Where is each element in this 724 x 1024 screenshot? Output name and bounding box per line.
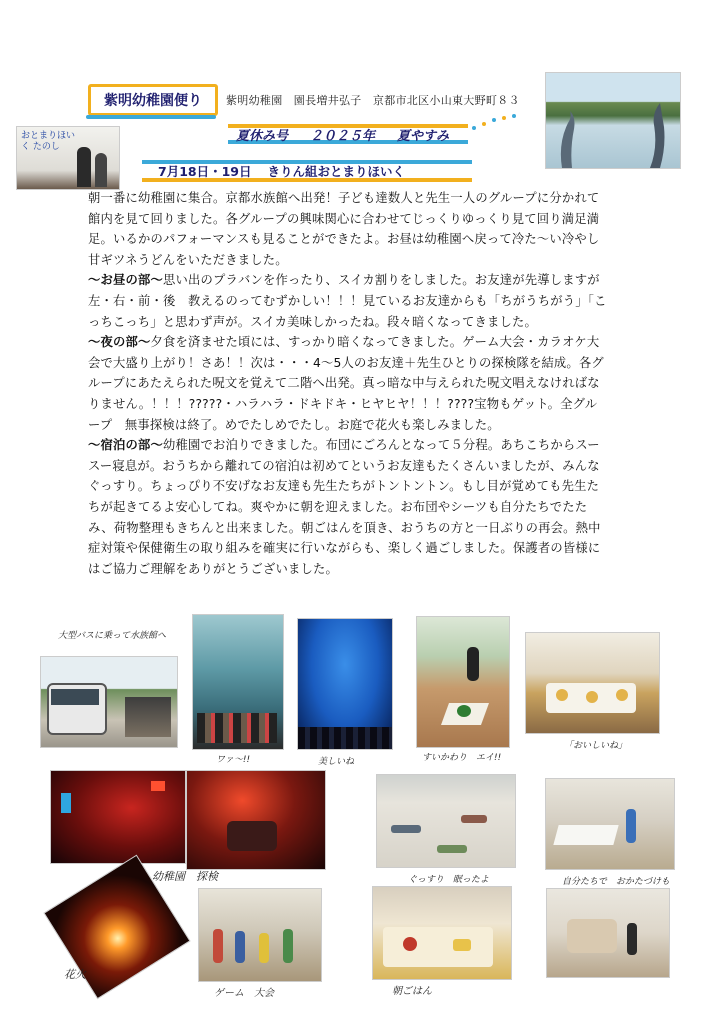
event-date: 7月18日・19日 xyxy=(158,164,252,179)
section-heading-sleepover: ～宿泊の部～ xyxy=(88,438,163,453)
decorative-dots xyxy=(470,110,520,134)
newsletter-title: 紫明幼稚園便り xyxy=(88,84,218,116)
photo-exploration-1 xyxy=(50,770,186,864)
caption-wow: ワァ～!! xyxy=(216,755,251,765)
section-heading-afternoon: ～お昼の部～ xyxy=(88,273,163,288)
caption-explore: 幼稚園 探検 xyxy=(152,870,218,883)
photo-tidy-up xyxy=(545,778,675,870)
issue-season: 夏やすみ xyxy=(397,128,450,144)
caption-watermelon: すいかわり エイ!! xyxy=(422,753,502,763)
photo-game-event xyxy=(198,888,322,982)
event-banner xyxy=(142,160,472,182)
caption-breakfast: 朝ごはん xyxy=(392,986,432,997)
issue-label: 夏休み号 xyxy=(236,128,289,144)
school-info: 紫明幼稚園 園長増井弘子 京都市北区小山東大野町８３ xyxy=(226,94,520,107)
caption-game: ゲーム 大会 xyxy=(214,988,274,999)
photo-dolphin-show xyxy=(545,72,681,169)
paragraph-aquarium: 朝一番に幼稚園に集合。京都水族館へ出発！子ども達数人と先生一人のグループに分かれて館内を見て回りました。各グループの興味関心に合わせてじっくりゆっくり見て回り満足満足。いるかのパフォーマンスも見ることができたよ。お昼は幼稚園へ戻って冷た～い冷やし甘ギツネうどんをいただきました。 xyxy=(88,191,600,267)
photo-watermelon-split xyxy=(416,616,510,748)
title-underline xyxy=(86,115,216,119)
issue-year: ２０２５年 xyxy=(310,128,376,144)
paragraph-afternoon: 思い出のプラバンを作ったり、スイカ割りをしました。お友達が先導しますが左・右・前・後 教えるのってむずかしい！！！見ているお友達からも「ちがうちがう」「こっちこっち」と思わず声が。スイカ美味しかったね。段々暗くなってきました。 xyxy=(88,273,607,329)
caption-tidy: 自分たちで おかたづけも xyxy=(562,877,670,887)
paragraph-night: 夕食を済ませた頃には、すっかり暗くなってきました。ゲーム大会・カラオケ大会で大盛り上がり！さあ！！次は・・・4～5人のお友達＋先生ひとりの探検隊を結成。各グループにあたえられた呪文を覚えて二階へ出発。真っ暗な中与えられた呪文唱えなければなりません。！！！?????・ハラハラ・ドキドキ・ヒヤヒヤ！！！????宝物もゲット。全グループ 無事探検は終了。めでたしめでたし。お庭で花火も楽しみました。 xyxy=(88,335,604,432)
photo-reunion xyxy=(546,888,670,978)
photo-exploration-2 xyxy=(186,770,326,870)
photo-sleeping xyxy=(376,774,516,868)
photo-lunch xyxy=(525,632,660,734)
article-body xyxy=(88,188,608,579)
photo-whiteboard xyxy=(16,126,120,190)
paragraph-sleepover: 幼稚園でお泊りできました。布団にごろんとなって５分程。あちこちからスースー寝息が。おうちから離れての宿泊は初めてというお友達もたくさんいましたが、みんなぐっすり。ちょっぴり不安げなお友達も先生たちがトントントン。もし目が覚めても先生たちが起きてるよ安心してね。爽やかに朝を迎えました。お布団やシーツも自分たちでたたみ、荷物整理もきちんと出来ました。朝ごはんを頂き、おうちの方と一日ぶりの再会。熱中症対策や保健衛生の取り組みを確実に行いながらも、楽しく過ごしました。保護者の皆様にはご協力ご理解をありがとうございました。 xyxy=(88,438,601,576)
photo-big-tank xyxy=(297,618,393,750)
dolphin-icon xyxy=(546,73,680,168)
caption-sleep: ぐっすり 眠ったよ xyxy=(408,875,489,885)
whiteboard-text: おとまりほいく たのし xyxy=(21,131,76,152)
issue-banner xyxy=(228,124,468,144)
caption-fireworks: 花火 xyxy=(64,968,86,981)
event-name: きりん組おとまりほいく xyxy=(267,164,406,179)
caption-bus: 大型バスに乗って水族館へ xyxy=(58,631,167,641)
caption-beautiful: 美しいね xyxy=(318,757,355,767)
photo-breakfast xyxy=(372,886,512,980)
caption-delicious: 「おいしいね」 xyxy=(564,741,628,751)
section-heading-night: ～夜の部～ xyxy=(88,335,151,350)
photo-aquarium-tank xyxy=(192,614,284,750)
photo-bus xyxy=(40,656,178,748)
